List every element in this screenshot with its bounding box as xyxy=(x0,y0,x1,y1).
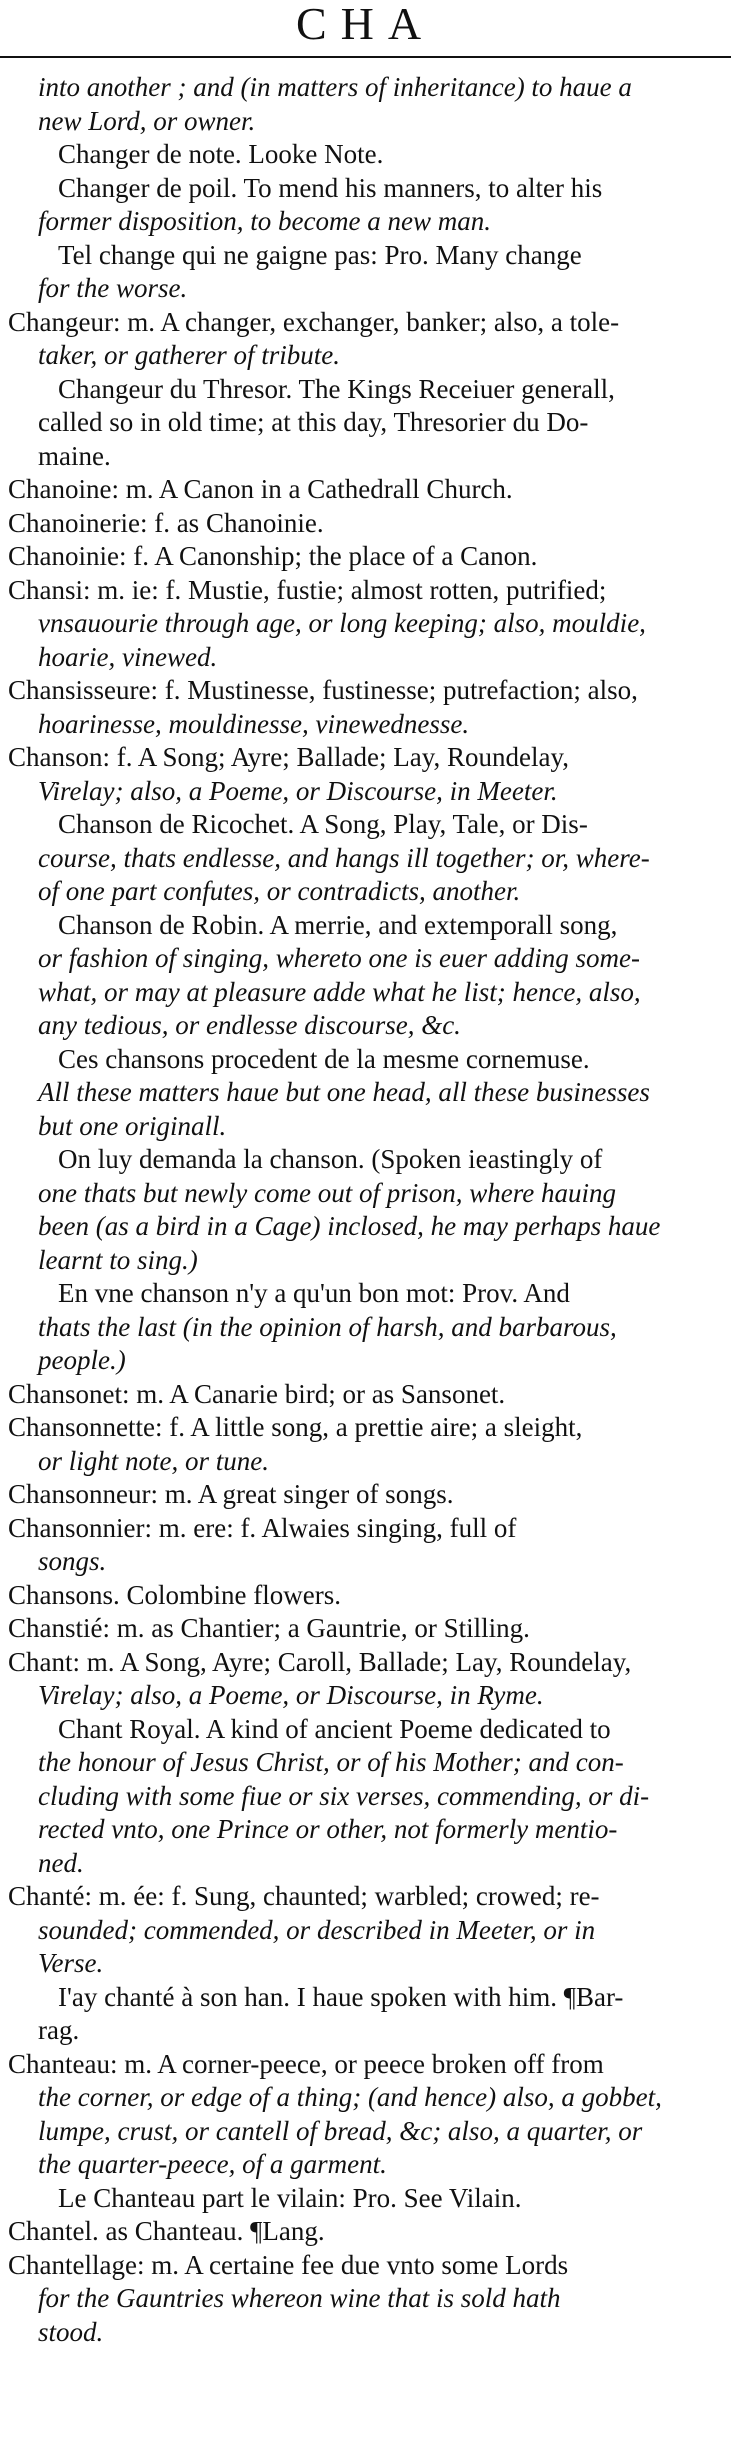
dictionary-line: Verse. xyxy=(38,1948,104,1978)
dictionary-line: Virelay; also, a Poeme, or Discourse, in Meeter. xyxy=(38,776,558,806)
dictionary-line: of one part confutes, or contradicts, another. xyxy=(38,876,521,906)
dictionary-line: any tedious, or endlesse discourse, &c. xyxy=(38,1010,461,1040)
dictionary-line: Changeur du Thresor. The Kings Receiuer generall, xyxy=(58,374,615,404)
dictionary-line: Le Chanteau part le vilain: Pro. See Vilain. xyxy=(58,2183,522,2213)
dictionary-line: course, thats endlesse, and hangs ill together; or, where- xyxy=(38,843,650,873)
dictionary-line: Chansonnier: m. ere: f. Alwaies singing, full of xyxy=(8,1513,517,1543)
dictionary-line: Chanteau: m. A corner-peece, or peece broken off from xyxy=(8,2049,604,2079)
dictionary-line: people.) xyxy=(38,1345,126,1375)
dictionary-line: Virelay; also, a Poeme, or Discourse, in Ryme. xyxy=(38,1680,544,1710)
dictionary-line: Chanstié: m. as Chantier; a Gauntrie, or Stilling. xyxy=(8,1613,530,1643)
dictionary-line: Changer de note. Looke Note. xyxy=(58,139,384,169)
dictionary-line: cluding with some fiue or six verses, commending, or di- xyxy=(38,1781,650,1811)
dictionary-line: Chansonnette: f. A little song, a prettie aire; a sleight, xyxy=(8,1412,583,1442)
dictionary-line: ned. xyxy=(38,1848,84,1878)
dictionary-line: Chansonneur: m. A great singer of songs. xyxy=(8,1479,454,1509)
dictionary-line: Chanoine: m. A Canon in a Cathedrall Church. xyxy=(8,474,513,504)
dictionary-line: Changeur: m. A changer, exchanger, banker; also, a tole- xyxy=(8,307,620,337)
dictionary-line: lumpe, crust, or cantell of bread, &c; also, a quarter, or xyxy=(38,2116,643,2146)
dictionary-line: Chanson: f. A Song; Ayre; Ballade; Lay, Roundelay, xyxy=(8,742,569,772)
dictionary-line: new Lord, or owner. xyxy=(38,106,256,136)
dictionary-line: rected vnto, one Prince or other, not formerly mentio- xyxy=(38,1814,618,1844)
dictionary-line: taker, or gatherer of tribute. xyxy=(38,340,340,370)
dictionary-line: I'ay chanté à son han. I haue spoken with him. ¶Bar- xyxy=(58,1982,624,2012)
dictionary-line: the corner, or edge of a thing; (and hence) also, a gobbet, xyxy=(38,2082,662,2112)
dictionary-line: one thats but newly come out of prison, where hauing xyxy=(38,1178,616,1208)
dictionary-line: sounded; commended, or described in Meeter, or in xyxy=(38,1915,596,1945)
dictionary-line: rag. xyxy=(38,2015,80,2045)
dictionary-line: into another ; and (in matters of inheritance) to haue a xyxy=(38,72,632,102)
dictionary-line: Tel change qui ne gaigne pas: Pro. Many change xyxy=(58,240,582,270)
dictionary-line: Chanté: m. ée: f. Sung, chaunted; warbled; crowed; re- xyxy=(8,1881,600,1911)
dictionary-line: for the worse. xyxy=(38,273,188,303)
dictionary-line: stood. xyxy=(38,2317,104,2347)
dictionary-line: for the Gauntries whereon wine that is sold hath xyxy=(38,2283,561,2313)
dictionary-line: Ces chansons procedent de la mesme cornemuse. xyxy=(58,1044,590,1074)
dictionary-line: called so in old time; at this day, Thresorier du Do- xyxy=(38,407,589,437)
dictionary-line: All these matters haue but one head, all these businesses xyxy=(38,1077,650,1107)
dictionary-line: hoarie, vinewed. xyxy=(38,642,218,672)
dictionary-line: been (as a bird in a Cage) inclosed, he may perhaps haue xyxy=(38,1211,661,1241)
dictionary-line: but one originall. xyxy=(38,1111,227,1141)
dictionary-line: thats the last (in the opinion of harsh, and barbarous, xyxy=(38,1312,617,1342)
dictionary-line: Chantellage: m. A certaine fee due vnto some Lords xyxy=(8,2250,569,2280)
header-rule xyxy=(0,56,731,58)
dictionary-line: learnt to sing.) xyxy=(38,1245,198,1275)
dictionary-line: or fashion of singing, whereto one is euer adding some- xyxy=(38,943,640,973)
dictionary-line: maine. xyxy=(38,441,111,471)
dictionary-line: what, or may at pleasure adde what he list; hence, also, xyxy=(38,977,641,1007)
dictionary-line: Chanoinie: f. A Canonship; the place of a Canon. xyxy=(8,541,538,571)
dictionary-line: On luy demanda la chanson. (Spoken ieastingly of xyxy=(58,1144,603,1174)
page-header xyxy=(0,0,731,48)
dictionary-line: vnsauourie through age, or long keeping; also, mouldie, xyxy=(38,608,646,638)
dictionary-line: Changer de poil. To mend his manners, to alter his xyxy=(58,173,603,203)
dictionary-line: Chantel. as Chanteau. ¶Lang. xyxy=(8,2216,325,2246)
dictionary-line: Chansons. Colombine flowers. xyxy=(8,1580,341,1610)
dictionary-line: the quarter-peece, of a garment. xyxy=(38,2149,387,2179)
dictionary-line: former disposition, to become a new man. xyxy=(38,206,491,236)
dictionary-line: En vne chanson n'y a qu'un bon mot: Prov. And xyxy=(58,1278,570,1308)
dictionary-line: Chanson de Robin. A merrie, and extemporall song, xyxy=(58,910,618,940)
dictionary-line: hoarinesse, mouldinesse, vinewednesse. xyxy=(38,709,470,739)
dictionary-line: Chansisseure: f. Mustinesse, fustinesse; putrefaction; also, xyxy=(8,675,638,705)
dictionary-line: songs. xyxy=(38,1546,107,1576)
dictionary-line: the honour of Jesus Christ, or of his Mother; and con- xyxy=(38,1747,624,1777)
dictionary-line: Chansi: m. ie: f. Mustie, fustie; almost rotten, putrified; xyxy=(8,575,607,605)
dictionary-line: Chanson de Ricochet. A Song, Play, Tale, or Dis- xyxy=(58,809,588,839)
page-title: CHA xyxy=(295,0,436,49)
dictionary-line: Chant: m. A Song, Ayre; Caroll, Ballade; Lay, Roundelay, xyxy=(8,1647,632,1677)
dictionary-line: Chanoinerie: f. as Chanoinie. xyxy=(8,508,324,538)
dictionary-line: Chansonet: m. A Canarie bird; or as Sansonet. xyxy=(8,1379,506,1409)
dictionary-line: or light note, or tune. xyxy=(38,1446,269,1476)
dictionary-line: Chant Royal. A kind of ancient Poeme dedicated to xyxy=(58,1714,611,1744)
